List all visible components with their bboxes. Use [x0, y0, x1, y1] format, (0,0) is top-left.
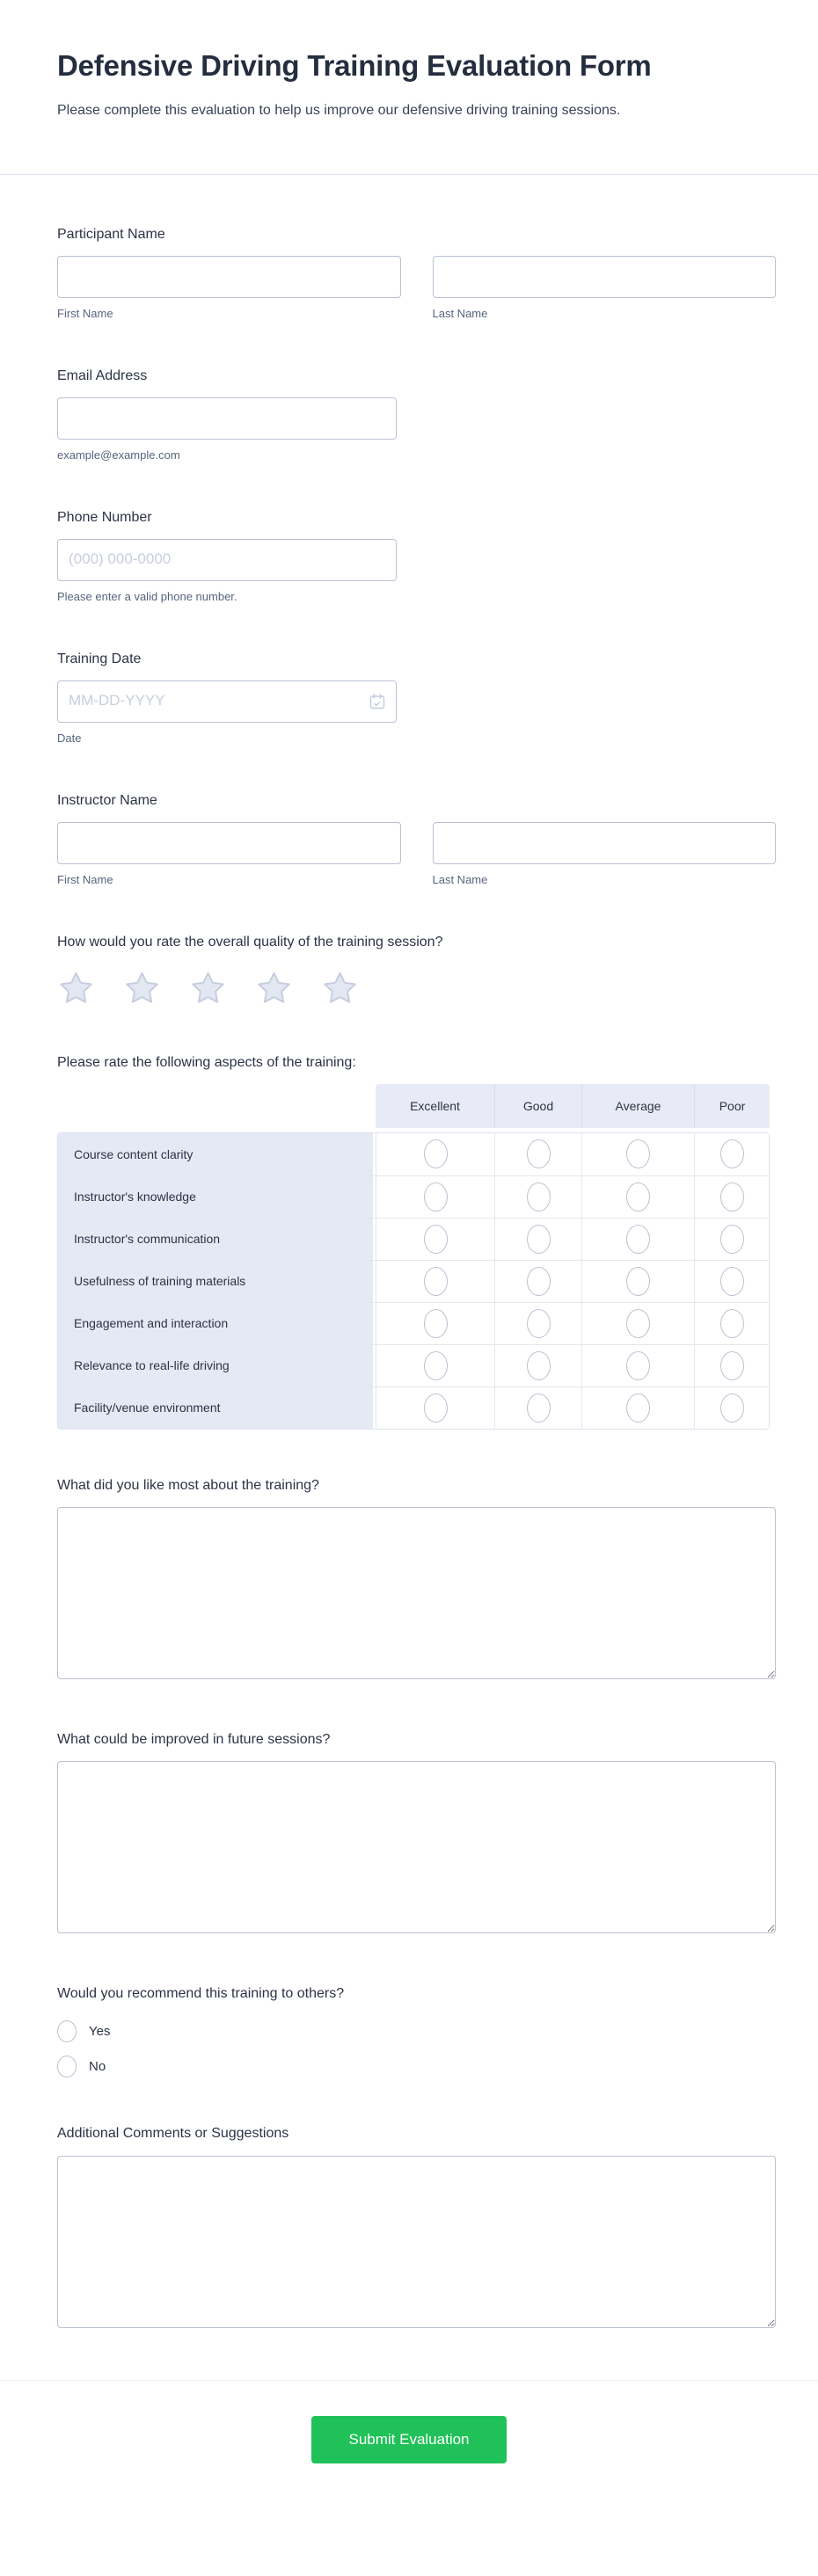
instructor-name-label: Instructor Name: [57, 793, 157, 809]
matrix-radio[interactable]: [424, 1394, 448, 1423]
form-title: Defensive Driving Training Evaluation Form: [57, 49, 652, 82]
instructor-first-name-sublabel: First Name: [57, 873, 113, 887]
matrix-radio-cell: [494, 1303, 581, 1344]
recommend-option-label: No: [89, 2059, 106, 2075]
matrix-radio[interactable]: [626, 1182, 650, 1212]
matrix-radio[interactable]: [424, 1267, 448, 1296]
matrix-row-label: Usefulness of training materials: [58, 1261, 376, 1302]
matrix-corner-cell: [57, 1084, 376, 1128]
matrix-radio[interactable]: [527, 1351, 551, 1380]
matrix-radio[interactable]: [527, 1309, 551, 1338]
form-footer: [0, 2380, 818, 2513]
matrix-row-label: Relevance to real-life driving: [58, 1345, 376, 1386]
recommend-options: [57, 2020, 776, 2078]
field-participant-name: [57, 226, 776, 320]
matrix-radio[interactable]: [720, 1394, 744, 1423]
star-icon[interactable]: [123, 970, 161, 1007]
matrix-radio[interactable]: [720, 1267, 744, 1296]
matrix-radio-cell: [376, 1261, 494, 1302]
matrix-radio[interactable]: [626, 1139, 650, 1168]
matrix-row-label: Instructor's communication: [58, 1219, 376, 1260]
star-icon[interactable]: [321, 970, 359, 1007]
matrix-radio-cell: [581, 1387, 694, 1429]
radio-icon[interactable]: [57, 2020, 77, 2042]
matrix-row: [58, 1344, 769, 1386]
matrix-radio-cell: [494, 1133, 581, 1175]
matrix-radio-cell: [376, 1387, 494, 1429]
training-date-label: Training Date: [57, 651, 142, 667]
field-aspects-matrix: [57, 1054, 776, 1430]
matrix-radio[interactable]: [424, 1182, 448, 1212]
form-header: [0, 0, 818, 175]
field-email: [57, 367, 776, 462]
participant-last-name-sublabel: Last Name: [432, 306, 488, 320]
improvements-label: What could be improved in future sessions?: [57, 1732, 331, 1747]
matrix-radio-cell: [694, 1345, 770, 1386]
field-training-date: [57, 651, 776, 745]
submit-button[interactable]: Submit Evaluation: [311, 2416, 507, 2463]
matrix-radio[interactable]: [626, 1351, 650, 1380]
instructor-name-row: [57, 822, 776, 886]
phone-label: Phone Number: [57, 509, 152, 525]
matrix-radio[interactable]: [720, 1225, 744, 1254]
matrix-row: [58, 1218, 769, 1260]
participant-name-label: Participant Name: [57, 226, 165, 242]
email-input[interactable]: [57, 397, 397, 440]
phone-hint: Please enter a valid phone number.: [57, 590, 237, 604]
matrix-radio-cell: [494, 1345, 581, 1386]
field-instructor-name: [57, 792, 776, 886]
matrix-radio[interactable]: [424, 1225, 448, 1254]
form-body: [0, 175, 818, 2332]
field-comments: [57, 2125, 776, 2332]
matrix-column-header: Poor: [694, 1084, 770, 1128]
matrix-radio-cell: [376, 1176, 494, 1218]
participant-last-name-input[interactable]: [433, 256, 777, 298]
matrix-row-label: Instructor's knowledge: [58, 1176, 376, 1218]
matrix-row: [58, 1133, 769, 1175]
matrix-radio[interactable]: [424, 1309, 448, 1338]
matrix-radio-cell: [581, 1176, 694, 1218]
matrix-column-header: Average: [581, 1084, 694, 1128]
field-overall-rating: [57, 934, 776, 1006]
matrix-row: [58, 1302, 769, 1344]
matrix-radio-cell: [494, 1176, 581, 1218]
matrix-radio-cell: [581, 1219, 694, 1260]
matrix-row: [58, 1175, 769, 1218]
matrix-radio[interactable]: [527, 1182, 551, 1212]
star-icon[interactable]: [57, 970, 95, 1007]
participant-name-row: [57, 256, 776, 320]
matrix-radio[interactable]: [626, 1267, 650, 1296]
matrix-column-header: Excellent: [376, 1084, 494, 1128]
instructor-last-name-sublabel: Last Name: [432, 873, 488, 887]
field-improvements: [57, 1731, 776, 1938]
matrix-radio[interactable]: [720, 1309, 744, 1338]
matrix-radio[interactable]: [720, 1351, 744, 1380]
matrix-row-label: Engagement and interaction: [58, 1303, 376, 1344]
matrix-radio[interactable]: [527, 1267, 551, 1296]
matrix-radio-cell: [376, 1133, 494, 1175]
overall-rating-label: How would you rate the overall quality of the training session?: [57, 935, 443, 950]
matrix-radio[interactable]: [424, 1351, 448, 1380]
training-date-sublabel: Date: [57, 731, 82, 746]
matrix-radio-cell: [494, 1387, 581, 1429]
matrix-radio-cell: [694, 1176, 770, 1218]
field-recommend: [57, 1985, 776, 2078]
matrix-radio[interactable]: [626, 1394, 650, 1423]
field-liked-most: [57, 1477, 776, 1684]
calendar-icon[interactable]: [369, 693, 386, 710]
matrix-radio-cell: [376, 1345, 494, 1386]
matrix-row: [58, 1386, 769, 1429]
matrix-radio-cell: [376, 1219, 494, 1260]
field-phone: [57, 509, 776, 603]
instructor-last-name-input[interactable]: [433, 822, 777, 864]
star-icon[interactable]: [189, 970, 227, 1007]
matrix-row-label: Facility/venue environment: [58, 1387, 376, 1429]
matrix-body: [57, 1132, 770, 1430]
matrix-radio-cell: [376, 1303, 494, 1344]
instructor-first-name-input[interactable]: [57, 822, 401, 864]
improvements-textarea[interactable]: [57, 1761, 776, 1933]
matrix-radio[interactable]: [527, 1139, 551, 1168]
matrix-radio-cell: [581, 1345, 694, 1386]
matrix-row-label: Course content clarity: [58, 1133, 376, 1175]
training-date-input[interactable]: [57, 680, 397, 723]
phone-input[interactable]: [57, 539, 397, 581]
matrix-radio-cell: [581, 1133, 694, 1175]
matrix-row: [58, 1260, 769, 1302]
email-label: Email Address: [57, 367, 148, 383]
matrix-radio-cell: [694, 1261, 770, 1302]
matrix-radio-cell: [581, 1261, 694, 1302]
matrix-radio-cell: [694, 1133, 770, 1175]
matrix-radio-cell: [694, 1219, 770, 1260]
recommend-option-no[interactable]: [57, 2056, 776, 2078]
recommend-option-label: Yes: [89, 2024, 111, 2040]
matrix-radio[interactable]: [527, 1394, 551, 1423]
matrix-radio-cell: [494, 1261, 581, 1302]
matrix-radio-cell: [694, 1303, 770, 1344]
matrix-radio[interactable]: [527, 1225, 551, 1254]
aspects-matrix-table: [57, 1084, 770, 1430]
comments-textarea[interactable]: [57, 2156, 776, 2328]
matrix-radio-cell: [694, 1387, 770, 1429]
star-rating-row: [57, 970, 776, 1007]
matrix-radio[interactable]: [424, 1139, 448, 1168]
liked-most-textarea[interactable]: [57, 1507, 776, 1679]
comments-label: Additional Comments or Suggestions: [57, 2126, 289, 2142]
form-subtitle: Please complete this evaluation to help us improve our defensive driving training sessions.: [57, 102, 621, 118]
matrix-radio-cell: [581, 1303, 694, 1344]
recommend-label: Would you recommend this training to others?: [57, 1986, 345, 2002]
email-hint: example@example.com: [57, 448, 180, 462]
recommend-option-yes[interactable]: [57, 2020, 776, 2042]
radio-icon[interactable]: [57, 2056, 77, 2078]
participant-first-name-sublabel: First Name: [57, 306, 113, 320]
matrix-radio[interactable]: [720, 1139, 744, 1168]
aspects-matrix-label: Please rate the following aspects of the training:: [57, 1054, 356, 1070]
matrix-column-header: Good: [494, 1084, 581, 1128]
matrix-radio[interactable]: [626, 1225, 650, 1254]
star-icon[interactable]: [255, 970, 293, 1007]
matrix-radio[interactable]: [626, 1309, 650, 1338]
liked-most-label: What did you like most about the training?: [57, 1477, 319, 1493]
matrix-header-row: [57, 1084, 770, 1128]
matrix-radio-cell: [494, 1219, 581, 1260]
participant-first-name-input[interactable]: [57, 256, 401, 298]
matrix-radio[interactable]: [720, 1182, 744, 1212]
